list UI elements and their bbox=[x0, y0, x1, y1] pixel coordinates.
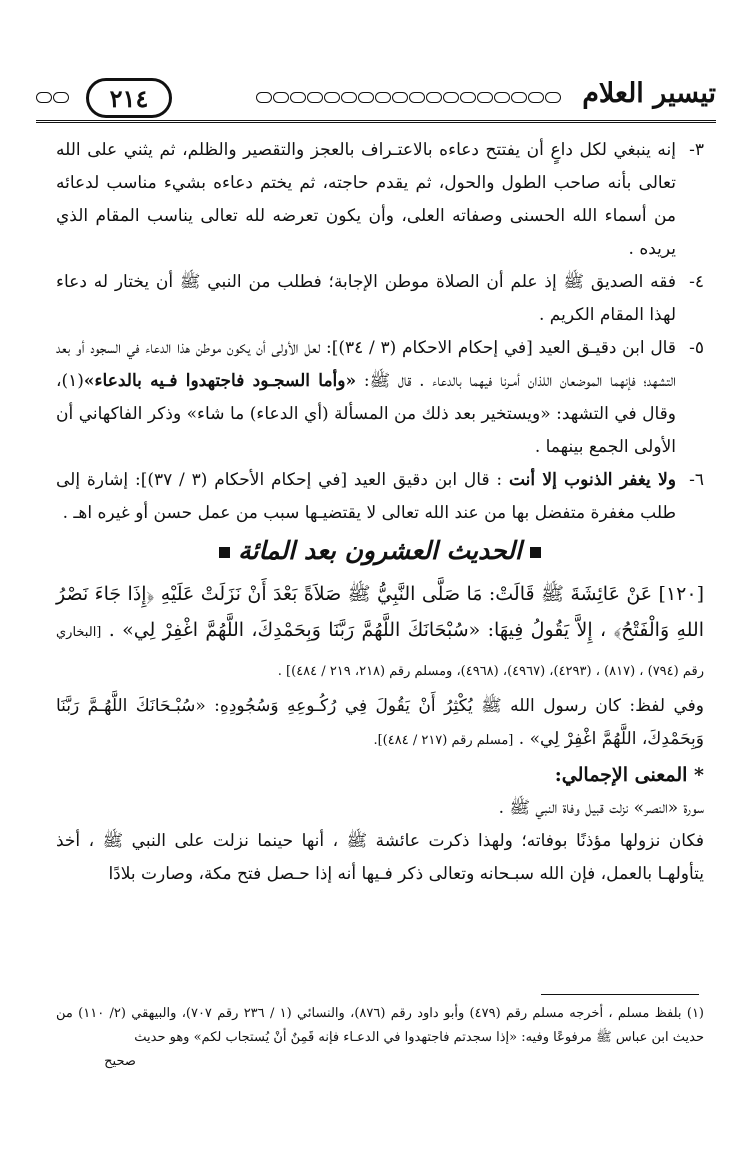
item-number: ٣- bbox=[689, 140, 704, 160]
item-text bbox=[56, 332, 676, 464]
hadith-quote: ولا يغفر الذنوب إلا أنت bbox=[508, 470, 677, 490]
meaning-paragraph: فكان نزولها مؤذنًا بوفاته؛ ولهذا ذكرت عائشة ﷺ ، أنها حينما نزلت على النبي ﷺ ، أخذ يتأولهـا بالعمل، فإن الله سبـحانه وتعالى ذكر فـيها أنه إذا حـصل فتح مكة، وصارت بلادًا bbox=[56, 831, 704, 884]
item-text bbox=[56, 464, 676, 530]
subheading: * المعنى الإجمالي: bbox=[554, 764, 704, 786]
item-text-part: قال ابن دقيـق العيد [في إحكام الاحكام (٣ / ٣٤)]: لعل الأولى أن يكون موطن هذا الدعاء في السجود أو بعد التشهد؛ فإنهما الموضعان اللذان أمـرنا فيهما بالدعاء . قال ﷺ: bbox=[56, 338, 676, 391]
list-item bbox=[56, 134, 704, 266]
header-ornament bbox=[256, 92, 561, 108]
footnote-text: (١) بلفظ مسلم ، أخرجه مسلم رقم (٤٧٩) وأبو داود رقم (٨٧٦)، والنسائي (١ / ٢٣٦ رقم ٧٠٧)، والبيهقي (٢/ ١١٠) من حديث ابن عباس ﷺ مرفوعًا وفيه: «إذا سجدتم فاجتهدوا في الدعـاء فإنه قَمِنٌ أنْ يُستجاب لكم» وهو حديث bbox=[56, 1006, 704, 1045]
page-number: ٢١٤ bbox=[86, 78, 172, 118]
item-number: ٤- bbox=[689, 272, 704, 292]
hadith-body: [١٢٠] عَنْ عَائِشَةَ ﷺ قَالَتْ: مَا صَلَّى النَّبِيُّ ﷺ صَلاَةً بَعْدَ أَنْ نَزَلَتْ عَلَيْهِ ﴿إِذَا جَاءَ نَصْرُ اللهِ وَالْفَتْحُ﴾ ، إِلاَّ يَقُولُ فِيهَا: «سُبْحَانَكَ اللَّهُمَّ رَبَّنَا وَبِحَمْدِكَ، اللَّهُمَّ اغْفِرْ لِي» . bbox=[56, 583, 704, 641]
footnote bbox=[56, 1002, 704, 1074]
meaning-paragraph: سورة «النصر» نزلت قبيل وفاة النبي ﷺ . bbox=[498, 798, 704, 818]
footnote-rule bbox=[541, 994, 699, 995]
item-text: إنه ينبغي لكل داعٍ أن يفتتح دعاءه بالاعتـراف بالعجز والتقصير والظلم، ثم يثني على الله تعالى بأنه صاحب الطول والحول، ثم يقدم حاجته، ثم يختم دعاءه بشيء مناسب لدعائه من أسماء الله الحسنى وصفاته العلى، وأن يكون تعرضه لله تعالى يناسب المقام الذي يريده . bbox=[56, 140, 676, 259]
hadith-variant bbox=[56, 690, 704, 757]
list-item bbox=[56, 332, 704, 464]
item-number: ٦- bbox=[689, 470, 704, 490]
header-rule bbox=[36, 120, 716, 123]
square-ornament-icon bbox=[219, 547, 230, 558]
item-number: ٥- bbox=[689, 338, 704, 358]
header-ornament-small bbox=[36, 92, 69, 108]
item-text-part: : قال ابن دقيق العيد [في إحكام الأحكام (٣ / ٣٧)]: إشارة إلى طلب مغفرة متفضل بها من عند الله تعالى لا يقتضيـها سبب من عمل حسن أو غيره اهـ . bbox=[56, 470, 676, 523]
section-title: الحديث العشرون بعد المائة bbox=[56, 532, 704, 570]
hadith-text bbox=[56, 576, 704, 690]
list-item bbox=[56, 266, 704, 332]
item-text: فقه الصديق ﷺ إذ علم أن الصلاة موطن الإجابة؛ فطلب من النبي ﷺ أن يختار له دعاء لهذا المقام الكريم . bbox=[56, 272, 676, 325]
page-header bbox=[36, 72, 716, 124]
hadith-quote: «وأما السجـود فاجتهدوا فـيه بالدعاء» bbox=[83, 371, 357, 391]
hadith-reference: [البخاري رقم (٧٩٤) ، (٨١٧) ، (٤٢٩٣)، (٤٩٦٧)، (٤٩٦٨)، ومسلم رقم (٢١٨، ٢١٩ / ٤٨٤)] . bbox=[56, 625, 704, 679]
item-text-part: (١)، وقال في التشهد: «ويستخير بعد ذلك من المسألة (أي الدعاء) ما شاء» وذكر الفاكهاني أن الأولى الجمع بينهما . bbox=[56, 371, 676, 457]
footnote-text-end: صحيح bbox=[104, 1054, 136, 1069]
square-ornament-icon bbox=[530, 547, 541, 558]
variant-body: وفي لفظ: كان رسول الله ﷺ يُكْثِرُ أَنْ يَقُولَ فِي رُكُـوعِهِ وَسُجُودِهِ: «سُبْـحَانَكَ اللَّهُـمَّ رَبَّنَا وَبِحَمْدِكَ، اللَّهُمَّ اغْفِرْ لِي» . bbox=[56, 696, 704, 749]
list-item bbox=[56, 464, 704, 530]
variant-reference: [مسلم رقم (٢١٧ / ٤٨٤)]. bbox=[373, 733, 514, 748]
book-title: تيسير العلام bbox=[582, 78, 716, 109]
main-text bbox=[56, 134, 704, 891]
